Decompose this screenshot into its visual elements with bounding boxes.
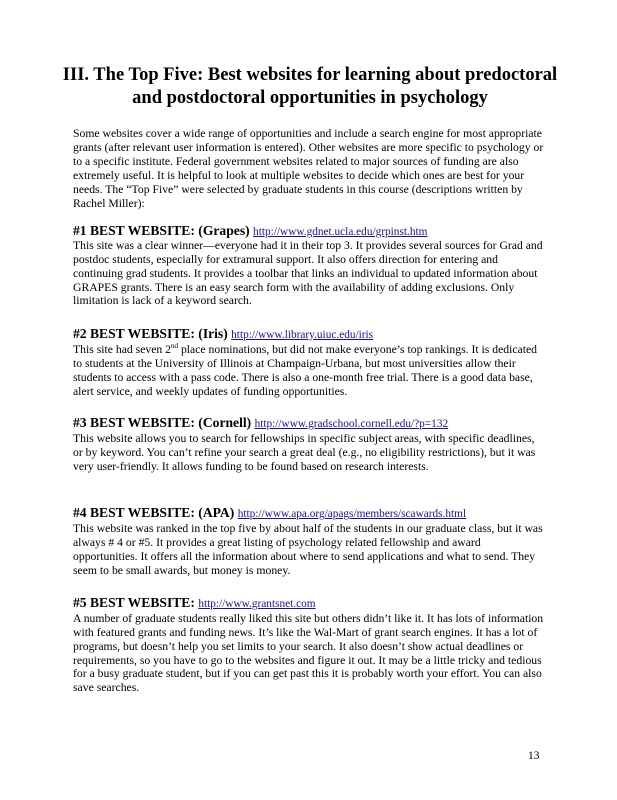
intro-paragraph: Some websites cover a wide range of opportunities and include a search engine for most appropriate grants (after relevant user information is entered). Other websites are more specific to psychology or to a specific institute. Federal government websites related to major sources of funding are also extremely useful. It is helpful to look at multiple websites to decide which ones are best for your needs. The “Top Five” were selected by graduate students in this course (descriptions written by Rachel Miller): — [73, 127, 544, 210]
site-1-link[interactable]: http://www.gdnet.ucla.edu/grpinst.htm — [253, 226, 428, 238]
site-1-label: #1 BEST WEBSITE: (Grapes) — [73, 223, 250, 238]
site-2-superscript: nd — [171, 342, 179, 351]
site-4-description: This website was ranked in the top five by about half of the students in our graduate class, but it was always # 4 or #5. It provides a great listing of psychology related fellowship and award opportunities. It offers all the information about where to send applications and what to send. They seem to be small awards, but money is money. — [73, 522, 543, 577]
site-2-body-start: This site had seven 2 — [73, 343, 172, 356]
site-4-link[interactable]: http://www.apa.org/apags/members/scawards.html — [237, 508, 467, 520]
site-2-heading — [73, 326, 553, 343]
site-5-link[interactable]: http://www.grantsnet.com — [198, 598, 316, 610]
site-3-label: #3 BEST WEBSITE: (Cornell) — [73, 415, 252, 430]
site-5-description: A number of graduate students really liked this site but others didn’t like it. It has lots of information with featured grants and funding news. It’s like the Wal-Mart of grant search engines. It has a lot of programs, but doesn’t help you set limits to your search. It also doesn’t show actual deadlines or requirements, so you have to go to the websites and figure it out. It may be a little tricky and tedious for a busy graduate student, but if you can get past this it is probably worth your effort. You can also save searches. — [73, 612, 544, 695]
site-5-label: #5 BEST WEBSITE: — [73, 595, 195, 610]
site-3-heading — [73, 415, 553, 432]
site-2-label: #2 BEST WEBSITE: (Iris) — [73, 326, 228, 341]
site-1-description: This site was a clear winner—everyone had it in their top 3. It provides several sources for Grad and postdoc students, especially for extramural support. It also offers direction for entering and continuing grad students. It provides a toolbar that links an individual to updated information about GRAPES grants. There is an easy search form with the availability of adding exclusions. Only limitation is lack of a keyword search. — [73, 239, 543, 308]
site-2-body-end: place nominations, but did not make everyone’s top rankings. It is dedicated to students at the University of Illinois at Champaign-Urbana, but most universities allow their students to access with a pass code. There is also a one-month free trial. There is a good data base, alert service, and weekly updates of funding opportunities. — [73, 343, 538, 398]
site-3-link[interactable]: http://www.gradschool.cornell.edu/?p=132 — [254, 418, 449, 430]
section-title: III. The Top Five: Best websites for learning about predoctoral and postdoctoral opportunities in psychology — [62, 65, 558, 108]
site-2-description — [73, 343, 545, 398]
site-3-description: This website allows you to search for fellowships in specific subject areas, with specific deadlines, or by keyword. You can’t refine your search a great deal (e.g., no eligibility restrictions), but it was very user-friendly. It allows funding to be found based on research interests. — [73, 432, 536, 473]
site-1-heading — [73, 223, 553, 240]
site-2-link[interactable]: http://www.library.uiuc.edu/iris — [231, 329, 374, 341]
site-4-label: #4 BEST WEBSITE: (APA) — [73, 505, 235, 520]
site-4-heading — [73, 505, 553, 522]
page-number: 13 — [528, 750, 540, 762]
site-5-heading — [73, 595, 553, 612]
